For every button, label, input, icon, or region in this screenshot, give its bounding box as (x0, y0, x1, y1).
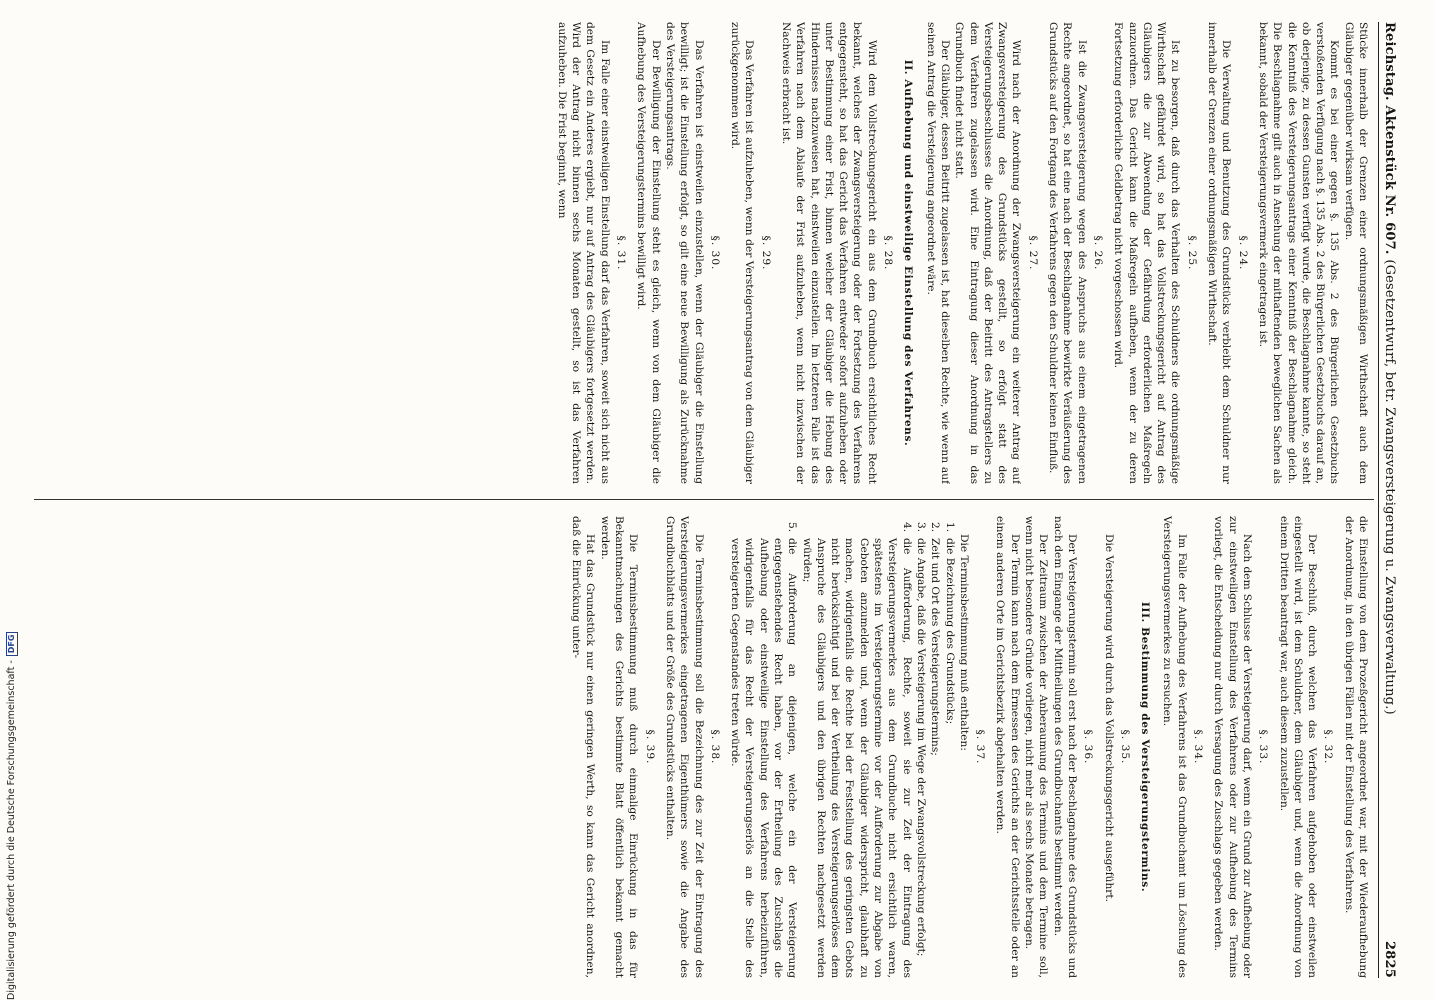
paragraph: Die Verwaltung und Benutzung des Grundstücks verbleibt dem Schuldner nur innerhalb der Grenzen einer ordnungsmäßigen Wirthschaft. (1206, 22, 1233, 484)
paragraph-heading: §. 38. (708, 729, 721, 765)
numbered-list (728, 516, 957, 978)
paragraph: Die Terminsbestimmung muß enthalten: (957, 534, 970, 751)
paragraph: Hat das Grundstück nur einen geringen Werth, so kann das Gericht anordnen, daß die Einrückung unter- (570, 516, 597, 978)
paragraph: Die Terminsbestimmung soll die Bezeichnung des zur Zeit der Eintragung des Versteigerungsvermerkes eingetragenen Eigenthümers sowie die Angabe des Grundbuchblatts und der Größe des Grundstücks enthalten. (663, 516, 705, 978)
paragraph-heading: §. 26. (1091, 235, 1104, 271)
right-column (30, 516, 1370, 978)
paragraph-heading: §. 39. (643, 729, 656, 765)
paragraph: Stücke innerhalb der Grenzen einer ordnungsmäßigen Wirthschaft auch dem Gläubiger gegenüber wirksam verfügen. (1342, 22, 1369, 484)
column-divider (34, 499, 1374, 500)
paragraph: Der Zeitraum zwischen der Anberaumung des Termins und dem Termine soll, wenn nicht besondere Gründe vorliegen, nicht mehr als sechs Monate betragen. (1023, 516, 1050, 978)
section-heading: III. Bestimmung des Versteigerungstermins. (1139, 601, 1152, 893)
paragraph: die Einstellung von dem Prozeßgericht angeordnet war, mit der Wiederaufhebung der Anordnung, in den übrigen Fällen mit der Einstellung des Verfahrens. (1342, 516, 1369, 978)
header-title: Reichstag. Aktenstück Nr. 607. (1382, 22, 1398, 255)
list-item: 4.die Aufforderung, Rechte, soweit sie zur Zeit der Eintragung des Versteigerungsvermerkes aus dem Grundbuche nicht ersichtlich waren, spätestens im Versteigerungstermine vor der Aufforderung zur Abgabe von Geboten anzumelden und, wenn der Gläubiger widerspricht, glaubhaft zu machen, widrigenfalls die Rechte bei der Feststellung des geringsten Gebots nicht berücksichtigt und bei der Vertheilung des Versteigerungserlöses dem Anspruche des Gläubigers und den übrigen Rechten nachgesetzt werden würden; (800, 522, 913, 978)
paragraph: Der Gläubiger, dessen Beitritt zugelassen ist, hat dieselben Rechte, wie wenn auf seinen Antrag die Versteigerung angeordnet wäre. (924, 22, 951, 484)
credit-text: Digitalisierung gefördert durch die Deutsche Forschungsgemeinschaft - (6, 660, 17, 1000)
header-title-group (1382, 22, 1396, 715)
paragraph: Im Falle einer einstweiligen Einstellung darf das Verfahren, soweit sich nicht aus dem Gesetz ein Anderes ergiebt, nur auf Antrag des Gläubigers fortgesetzt werden. Wird der Antrag nicht binnen sechs Monaten gestellt, so ist das Verfahren aufzuheben. Die Frist beginnt, wenn (555, 22, 611, 484)
paragraph: Ist zu besorgen, daß durch das Verhalten des Schuldners die ordnungsmäßige Wirthschaft gefährdet wird, so hat das Vollstreckungsgericht auf Antrag des Gläubigers die zur Abwendung der Gefährdung erforderlichen Maßregeln anzuordnen. Das Gericht kann die Maßregeln aufheben, wenn der zu deren Fortsetzung erforderliche Geldbetrag nicht vorgeschossen wird. (1112, 22, 1182, 484)
paragraph: Der Versteigerungstermin soll erst nach der Beschlagnahme des Grundstücks und nach dem Eingange der Mittheilungen des Grundbuchamts bestimmt werden. (1051, 516, 1078, 978)
dfg-logo: DFG (6, 632, 18, 657)
paragraph: Wird nach der Anordnung der Zwangsversteigerung ein weiterer Antrag auf Zwangsversteigerung des Grundstücks gestellt, so erfolgt statt des Versteigerungsbeschlusses die Anordnung, daß der Beitritt des Antragstellers zu dem Verfahren zugelassen wird. Eine Eintragung dieser Anordnung in das Grundbuch findet nicht statt. (953, 22, 1023, 484)
paragraph-heading: §. 36. (1082, 729, 1095, 765)
list-item: 2.Zeit und Ort des Versteigerungstermins; (929, 522, 942, 756)
paragraph: Die Terminsbestimmung muß durch einmalige Einrückung in das für Bekanntmachungen des Gerichts bestimmte Blatt öffentlich bekannt gemacht werden. (598, 516, 640, 978)
paragraph-heading: §. 28. (882, 235, 895, 271)
list-item-text: die Bezeichnung des Grundstücks; (943, 538, 956, 725)
digitization-credit (6, 0, 18, 1000)
paragraph: Wird dem Vollstreckungsgericht ein aus dem Grundbuch ersichtliches Recht bekannt, welches der Zwangsversteigerung oder der Fortsetzung des Verfahrens entgegensteht, so hat das Gericht das Verfahren entweder sofort aufzuheben oder unter Bestimmung einer Frist, binnen welcher der Gläubiger die Hebung des Hindernisses nachzuweisen hat, einstweilen einzustellen. Im letzteren Falle ist das Verfahren nach dem Ablaufe der Frist aufzuheben, wenn nicht inzwischen der Nachweis erbracht ist. (780, 22, 878, 484)
paragraph: Ist die Zwangsversteigerung wegen des Anspruchs aus einem eingetragenen Rechte angeordnet, so hat eine nach der Beschlagnahme bewirkte Veräußerung des Grundstücks auf den Fortgang des Verfahrens gegen den Schuldner keinen Einfluß. (1047, 22, 1088, 484)
left-column (30, 22, 1370, 484)
header-subtitle: (Gesetzentwurf, betr. Zwangsversteigerung u. Zwangsverwaltung.) (1382, 259, 1398, 715)
rotated-document-sheet (28, 22, 1400, 978)
list-item: 1.die Bezeichnung des Grundstücks; (943, 522, 956, 725)
paragraph-heading: §. 29. (759, 235, 772, 271)
list-item-text: die Aufforderung an diejenigen, welche ein der Versteigerung entgegenstehendes Recht haben, vor der Ertheilung des Zuschlags die Aufhebung oder einstweilige Einstellung des Verfahrens herbeizuführen, widrigenfalls für das Recht der Versteigerungserlös an die Stelle des versteigerten Gegenstandes treten würde. (729, 538, 799, 978)
list-item-text: die Angabe, daß die Versteigerung im Wege der Zwangsvollstreckung erfolgt; (914, 538, 927, 957)
page-number: 2825 (1382, 941, 1398, 978)
paragraph-heading: §. 33. (1257, 729, 1270, 765)
paragraph: Der Beschluß, durch welchen das Verfahren aufgehoben oder einstweilen eingestellt wird, ist dem Schuldner, dem Gläubiger und, wenn die Anordnung von einem Dritten beantragt war, auch diesem zuzustellen. (1277, 516, 1319, 978)
paragraph: Das Verfahren ist einstweilen einzustellen, wenn der Gläubiger die Einstellung bewilligt; ist die Einstellung erfolgt, so gilt eine neue Bewilligung als Zurücknahme des Versteigerungsantrags. (663, 22, 705, 484)
paragraph-heading: §. 37. (974, 729, 987, 765)
paragraph-heading: §. 24. (1236, 235, 1249, 271)
paragraph: Der Termin kann nach dem Ermessen des Gerichts an der Gerichtsstelle oder an einem anderen Orte im Gerichtsbezirk abgehalten werden. (994, 516, 1021, 978)
paragraph-heading: §. 27. (1026, 235, 1039, 271)
list-item: 5.die Aufforderung an diejenigen, welche ein der Versteigerung entgegenstehendes Recht haben, vor der Ertheilung des Zuschlags die Aufhebung oder einstweilige Einstellung des Verfahrens herbeizuführen, widrigenfalls für das Recht der Versteigerungserlös an die Stelle des versteigerten Gegenstandes treten würde. (729, 522, 799, 978)
running-head (1378, 22, 1400, 978)
paragraph: Die Versteigerung wird durch das Vollstreckungsgericht ausgeführt. (1102, 534, 1115, 902)
paragraph-heading: §. 30. (708, 235, 721, 271)
paragraph: Im Falle der Aufhebung des Verfahrens ist das Grundbuchamt um Löschung des Versteigerungsvermerkes zu ersuchen. (1161, 516, 1188, 978)
paragraph-heading: §. 32. (1322, 729, 1335, 765)
paragraph-heading: §. 31. (615, 235, 628, 271)
paragraph: Der Bewilligung der Einstellung steht es gleich, wenn von dem Gläubiger die Aufhebung des Versteigerungstermins bewilligt wird. (635, 22, 662, 484)
paragraph-heading: §. 25. (1185, 235, 1198, 271)
paragraph-heading: §. 35. (1118, 729, 1131, 765)
list-item: 3.die Angabe, daß die Versteigerung im Wege der Zwangsvollstreckung erfolgt; (914, 522, 927, 957)
list-item-text: die Aufforderung, Rechte, soweit sie zur Zeit der Eintragung des Versteigerungsvermerkes aus dem Grundbuche nicht ersichtlich waren, spätestens im Versteigerungstermine vor der Aufforderung zur Abgabe von Geboten anzumelden und, wenn der Gläubiger widerspricht, glaubhaft zu machen, widrigenfalls die Rechte bei der Feststellung des geringsten Gebots nicht berücksichtigt und bei der Vertheilung des Versteigerungserlöses dem Anspruche des Gläubigers und den übrigen Rechten nachgesetzt werden würden; (800, 538, 913, 978)
paragraph: Kommt es bei einer gegen §. 135 Abs. 2 des Bürgerlichen Gesetzbuchs verstoßenden Verfügung nach §. 135 Abs. 2 des Bürgerlichen Gesetzbuchs darauf an, ob derjenige, zu dessen Gunsten verfügt wurde, die Beschlagnahme kannte, so steht die Kenntniß des Versteigerungsantrags einer Kenntniß der Beschlagnahme gleich. Die Beschlagnahme gilt auch in Ansehung der mithaftenden beweglichen Sachen als bekannt, sobald der Versteigerungsvermerk eingetragen ist. (1256, 22, 1341, 484)
paragraph-heading: §. 34. (1192, 729, 1205, 765)
section-heading: II. Aufhebung und einstweilige Einstellung des Verfahrens. (902, 59, 915, 447)
list-item-text: Zeit und Ort des Versteigerungstermins; (929, 538, 942, 756)
paragraph: Das Verfahren ist aufzuheben, wenn der Versteigerungsantrag von dem Gläubiger zurückgenommen wird. (729, 22, 756, 484)
paragraph: Nach dem Schlusse der Versteigerung darf, wenn ein Grund zur Aufhebung oder zur einstweiligen Einstellung des Verfahrens oder zur Aufhebung des Termins vorliegt, die Entscheidung nur durch Versagung des Zuschlags gegeben werden. (1212, 516, 1253, 978)
